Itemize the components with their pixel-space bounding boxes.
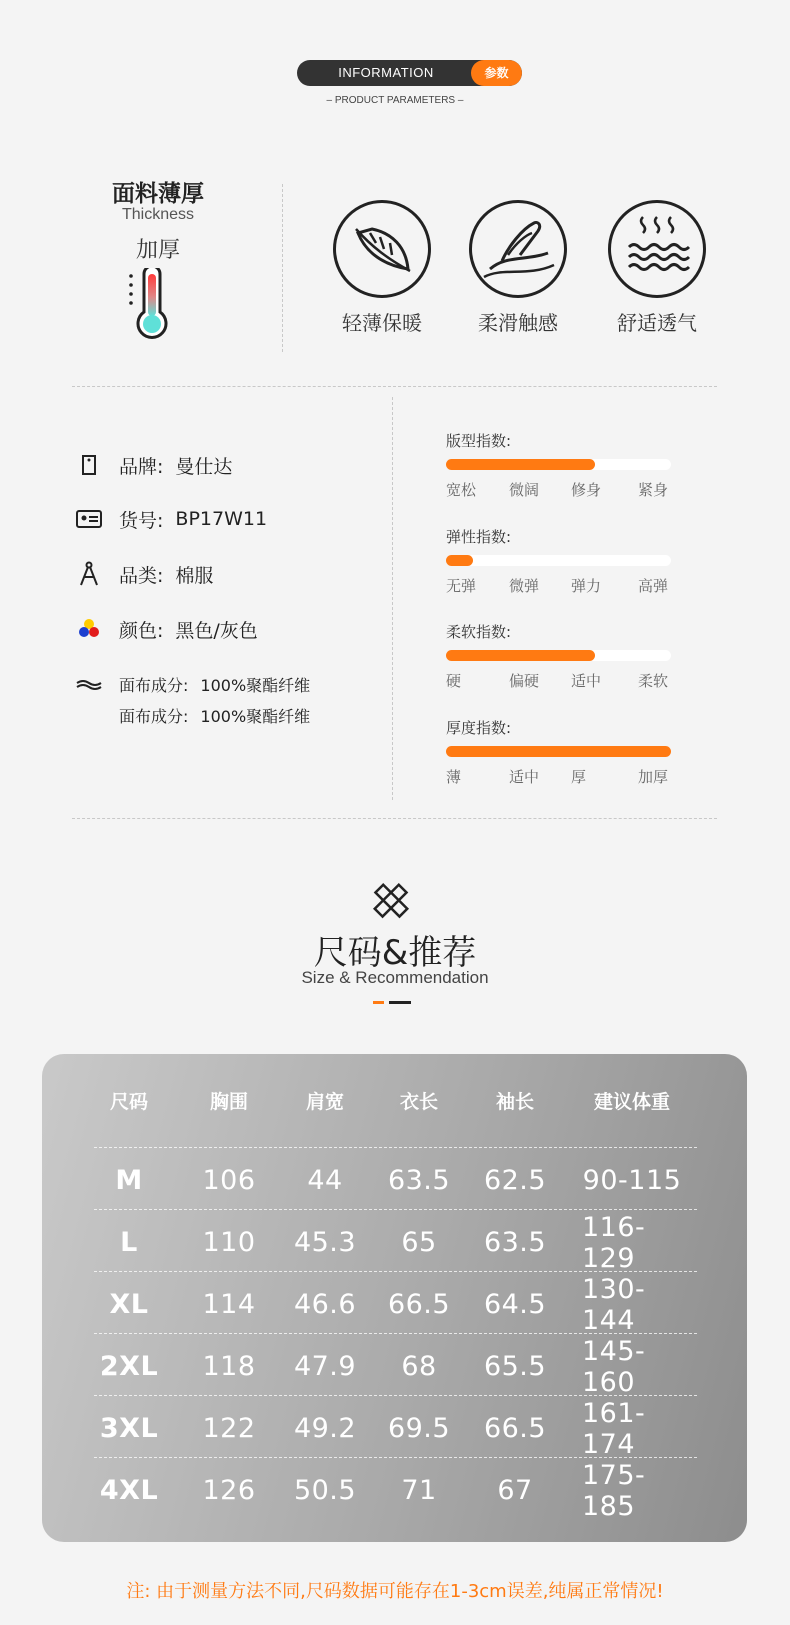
table-row-divider [94,1209,697,1210]
feature-smooth-touch [458,200,578,336]
table-cell: 65 [401,1227,437,1258]
index-label: 无弹 [446,577,477,595]
index-fill [446,746,671,757]
index-label: 适中 [571,672,602,690]
color-dots-icon [75,616,105,642]
index-track [446,746,671,757]
brand-value: 曼仕达 [175,455,233,478]
table-cell: 65.5 [483,1351,547,1382]
color-value: 黑色/灰色 [175,619,258,642]
table-row-divider [94,1395,697,1396]
breathable-waves-icon [608,200,706,298]
index-labels [446,670,671,688]
fabric-key: 面布成分: [119,675,189,695]
item-no-value: BP17W11 [175,508,268,530]
table-row [94,1460,697,1521]
color-key: 颜色: [119,619,164,642]
feature-light-warm [322,200,442,336]
table-header-cell: 肩宽 [305,1090,344,1113]
size-label-cell: 4XL [99,1475,159,1506]
info-category [75,561,213,587]
size-label-cell: XL [109,1289,149,1320]
table-cell: 126 [202,1475,256,1506]
index-title: 柔软指数: [446,623,512,641]
table-cell: 71 [401,1475,437,1506]
info-color [75,616,258,642]
divider-vertical-mid [392,397,393,800]
table-row [94,1336,697,1397]
brand-key: 品牌: [119,455,164,478]
index-block [446,621,671,688]
size-title: 尺码&推荐 [313,933,477,973]
fabric2-key: 面布成分: [119,707,189,726]
feature-breathable [597,200,717,336]
feature-label: 舒适透气 [617,311,697,335]
info-brand [75,452,232,478]
size-label-cell: 3XL [99,1413,159,1444]
thermometer-icon [128,268,176,348]
feather-icon [333,200,431,298]
fabric-value: 100%聚酯纤维 [200,675,311,695]
index-title: 厚度指数: [446,719,512,737]
size-table [42,1054,747,1542]
table-cell: 66.5 [483,1413,547,1444]
info-fabric-2 [119,704,310,727]
table-row [94,1212,697,1273]
table-header-cell: 建议体重 [593,1090,670,1113]
item-no-key: 货号: [119,509,164,532]
index-label: 微弹 [509,577,540,595]
fabric2-value: 100%聚酯纤维 [200,707,311,726]
index-label: 硬 [446,672,462,690]
table-cell: 49.2 [293,1413,357,1444]
index-labels [446,766,671,784]
info-item-no [75,506,267,532]
index-label: 柔软 [638,672,669,690]
table-cell: 62.5 [483,1165,547,1196]
size-label-cell: L [120,1227,138,1258]
table-cell: 44 [307,1165,343,1196]
table-cell: 145-160 [582,1335,646,1398]
table-header-row [94,1080,697,1120]
section-subtitle: – PRODUCT PARAMETERS – [326,95,464,106]
table-row-divider [94,1457,697,1458]
category-key: 品类: [119,564,164,587]
index-track [446,459,671,470]
table-cell: 63.5 [387,1165,451,1196]
table-cell: 67 [497,1475,533,1506]
thickness-title: 面料薄厚 [112,181,204,207]
table-row-divider [94,1333,697,1334]
info-pill [297,60,522,86]
index-label: 高弹 [638,577,669,595]
index-block [446,717,671,784]
table-cell: 69.5 [387,1413,451,1444]
index-fill [446,459,595,470]
table-header-cell: 袖长 [495,1090,534,1113]
table-cell: 68 [401,1351,437,1382]
divider-vertical-top [282,184,283,352]
pill-right-label: 参数 [471,60,522,86]
table-row-divider [94,1147,697,1148]
table-cell: 50.5 [293,1475,357,1506]
table-row [94,1150,697,1211]
table-cell: 106 [202,1165,256,1196]
table-cell: 161-174 [582,1397,646,1460]
pill-left-label: INFORMATION [338,65,434,80]
size-label-cell: 2XL [99,1351,159,1382]
compass-icon [75,561,105,587]
dark-mark [389,1001,411,1004]
table-cell: 47.9 [293,1351,357,1382]
index-label: 微阔 [509,481,540,499]
divider-horizontal-2 [72,818,717,819]
index-label: 加厚 [638,768,669,786]
table-header-cell: 胸围 [209,1090,248,1113]
table-cell: 118 [202,1351,256,1382]
table-cell: 63.5 [483,1227,547,1258]
measurement-note: 注: 由于测量方法不同,尺码数据可能存在1-3cm误差,纯属正常情况! [126,1581,664,1602]
index-label: 适中 [509,768,540,786]
index-track [446,650,671,661]
index-label: 厚 [571,768,587,786]
category-value: 棉服 [175,564,214,587]
fabric-layers-icon [75,671,105,697]
index-title: 版型指数: [446,432,512,450]
index-label: 弹力 [571,577,602,595]
index-label: 修身 [571,481,602,499]
table-cell: 90-115 [582,1165,682,1196]
table-cell: 116-129 [582,1211,646,1274]
table-cell: 46.6 [293,1289,357,1320]
table-cell: 66.5 [387,1289,451,1320]
table-row [94,1274,697,1335]
index-labels [446,479,671,497]
index-fill [446,650,595,661]
ruler-pencil-icon [370,880,412,926]
index-label: 薄 [446,768,462,786]
index-block [446,526,671,593]
size-label-cell: M [115,1165,143,1196]
table-header-cell: 尺码 [109,1090,148,1113]
id-card-icon [75,506,105,532]
table-row [94,1398,697,1459]
index-labels [446,575,671,593]
table-cell: 130-144 [582,1273,646,1336]
table-cell: 114 [202,1289,256,1320]
index-label: 偏硬 [509,672,540,690]
tag-icon [75,452,105,478]
silk-touch-icon [469,200,567,298]
index-block [446,430,671,497]
feature-label: 柔滑触感 [478,311,558,335]
table-row-divider [94,1271,697,1272]
index-track [446,555,671,566]
table-header-cell: 衣长 [399,1090,438,1113]
index-title: 弹性指数: [446,528,512,546]
index-label: 紧身 [638,481,669,499]
size-title-en: Size & Recommendation [301,968,489,987]
index-fill [446,555,473,566]
thickness-title-en: Thickness [121,206,195,223]
thickness-value: 加厚 [135,238,180,263]
table-cell: 110 [202,1227,256,1258]
table-cell: 64.5 [483,1289,547,1320]
table-cell: 122 [202,1413,256,1444]
table-cell: 175-185 [582,1459,646,1522]
accent-mark [373,1001,384,1004]
index-label: 宽松 [446,481,477,499]
divider-horizontal-1 [72,386,717,387]
table-cell: 45.3 [293,1227,357,1258]
feature-label: 轻薄保暖 [342,311,422,335]
info-fabric [75,671,310,697]
